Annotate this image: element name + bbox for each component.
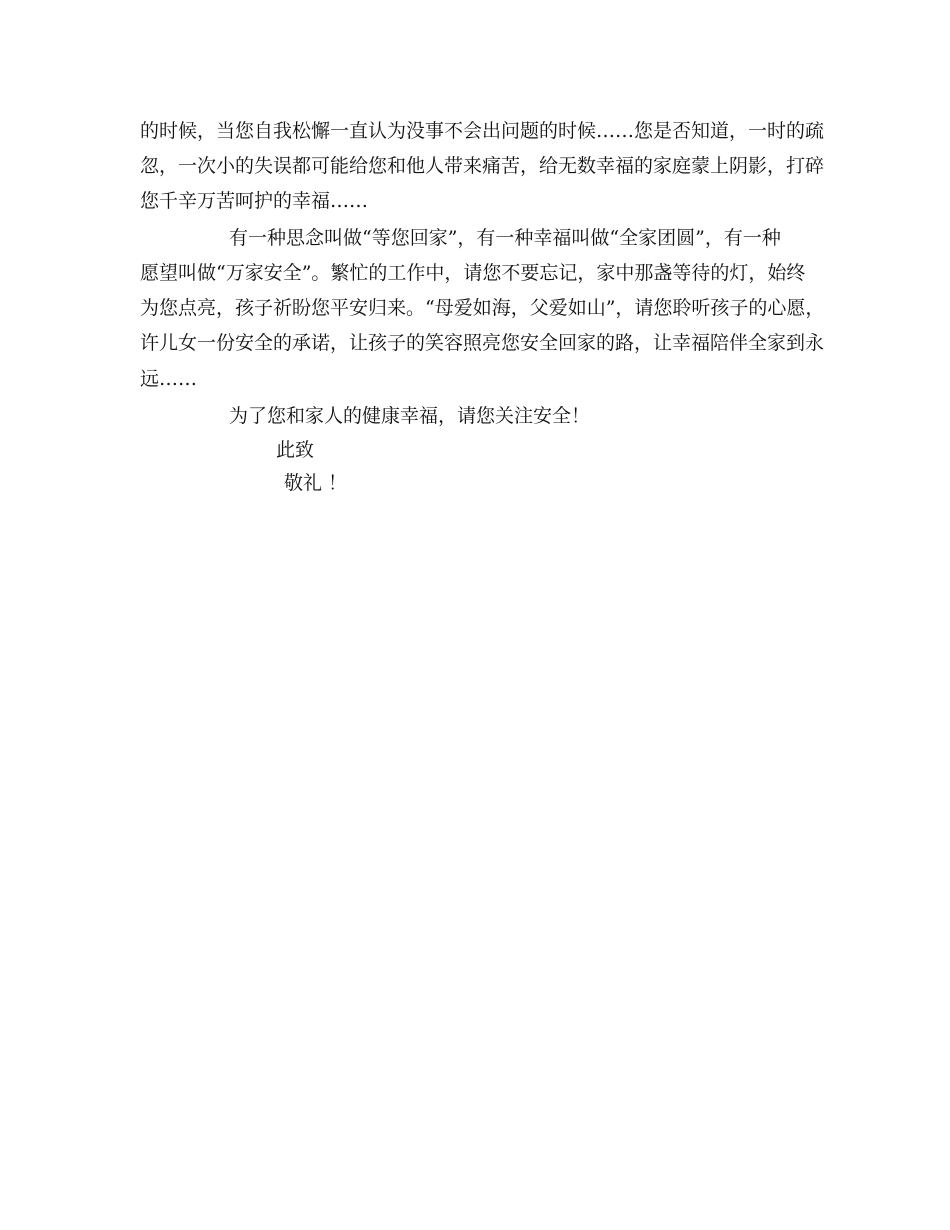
- closing-paragraph: 为了您和家人的健康幸福，请您关注安全！: [229, 405, 591, 427]
- body-text-line: 您千辛万苦呵护的幸福……: [140, 190, 369, 212]
- body-text-line: 为您点亮，孩子祈盼您平安归来。“母爱如海，父爱如山”，请您聆听孩子的心愿，: [140, 297, 825, 319]
- salutation: 敬礼 ！: [284, 472, 348, 494]
- body-text-line: 有一种思念叫做“等您回家”，有一种幸福叫做“全家团圆”，有一种: [229, 227, 781, 249]
- body-text-line: 的时候，当您自我松懈一直认为没事不会出问题的时候……您是否知道，一时的疏: [140, 120, 825, 142]
- body-text-line: 远……: [140, 368, 198, 390]
- closing-phrase: 此致: [276, 439, 315, 461]
- body-text-line: 许儿女一份安全的承诺，让孩子的笑容照亮您安全回家的路，让幸福陪伴全家到永: [140, 332, 825, 354]
- body-text-line: 愿望叫做“万家安全”。繁忙的工作中，请您不要忘记，家中那盏等待的灯，始终: [140, 262, 806, 284]
- body-text-line: 忽，一次小的失误都可能给您和他人带来痛苦，给无数幸福的家庭蒙上阴影，打碎: [140, 155, 825, 177]
